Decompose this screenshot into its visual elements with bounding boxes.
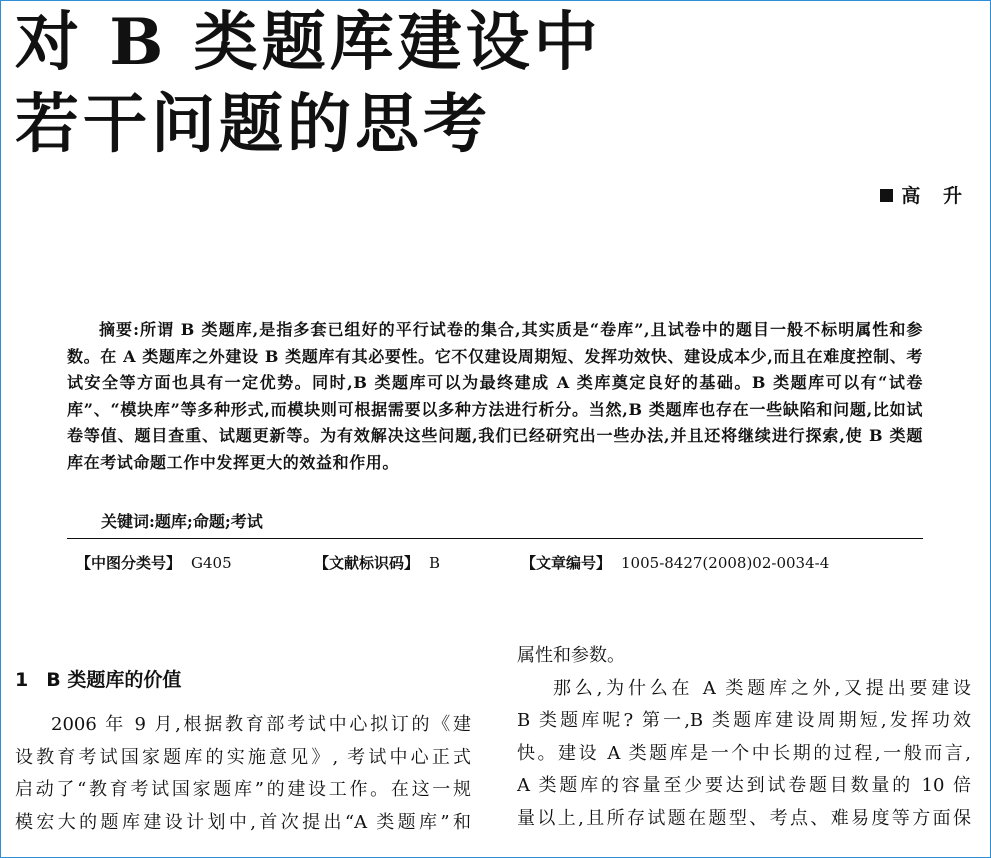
body-column-right <box>517 640 971 835</box>
article-title-line-2: 若干问题的思考 <box>15 87 491 162</box>
author-byline <box>880 181 970 208</box>
document-code-value: B <box>429 554 441 572</box>
body-text-line: 量以上,且所存试题在题型、考点、难易度等方面保 <box>517 807 971 829</box>
classification-label: 【中图分类号】 <box>76 554 182 572</box>
body-text-line: 设教育考试国家题库的实施意见》, 考试中心正式 <box>15 746 471 768</box>
divider-rule <box>67 538 923 539</box>
classification-number <box>76 552 232 573</box>
body-text-line: 启动了“教育考试国家题库”的建设工作。在这一规 <box>15 779 471 800</box>
abstract-paragraph: 摘要:所谓 B 类题库,是指多套已组好的平行试卷的集合,其实质是“卷库”,且试卷中的题目一般不标明属性和参数。在 A 类题库之外建设 B 类题库有其必要性。它不仅建设周期短、发挥功效快、建设成本少,而且在难度控制、考试安全等方面也具有一定优势。同时,B 类题库可以为最终建成 A 类库奠定良好的基础。B 类题库可以有“试卷库”、“模块库”等多种形式,而模块则可根据需要以多种方法进行析分。当然,B 类题库也存在一些缺陷和问题,比如试卷等值、题目查重、试题更新等。为有效解决这些问题,我们已经研究出一些办法,并且还将继续进行探索,使 B 类题库在考试命题工作中发挥更大的效益和作用。 <box>67 320 923 472</box>
article-number-value: 1005-8427(2008)02-0034-4 <box>621 554 830 572</box>
classification-value: G405 <box>191 554 232 572</box>
section-heading <box>15 665 181 692</box>
document-code-label: 【文献标识码】 <box>314 554 420 572</box>
black-square-bullet-icon <box>880 189 893 202</box>
keywords-line: 关键词:题库;命题;考试 <box>101 512 263 531</box>
body-text-line: A 类题库的容量至少要达到试卷题目数量的 10 倍 <box>517 775 971 796</box>
body-text-line: 模宏大的题库建设计划中,首次提出“A 类题库”和 <box>15 811 471 833</box>
article-number-label: 【文章编号】 <box>521 554 612 572</box>
body-text-line: 那么,为什么在 A 类题库之外,又提出要建设 <box>553 677 971 699</box>
body-column-left <box>15 709 471 839</box>
document-code <box>314 552 440 573</box>
body-text-line: 属性和参数。 <box>517 645 625 666</box>
body-text-line: B 类题库呢? 第一,B 类题库建设周期短,发挥功效 <box>517 710 971 731</box>
body-text-line: 2006 年 9 月,根据教育部考试中心拟订的《建 <box>51 714 471 735</box>
section-number: 1 <box>15 669 29 691</box>
article-number <box>521 552 829 573</box>
article-title-line-1: 对 B 类题库建设中 <box>15 5 602 80</box>
body-text-line: 快。建设 A 类题库是一个中长期的过程,一般而言, <box>517 742 971 764</box>
section-title: B 类题库的价值 <box>46 669 182 691</box>
author-name: 高 升 <box>901 185 970 207</box>
